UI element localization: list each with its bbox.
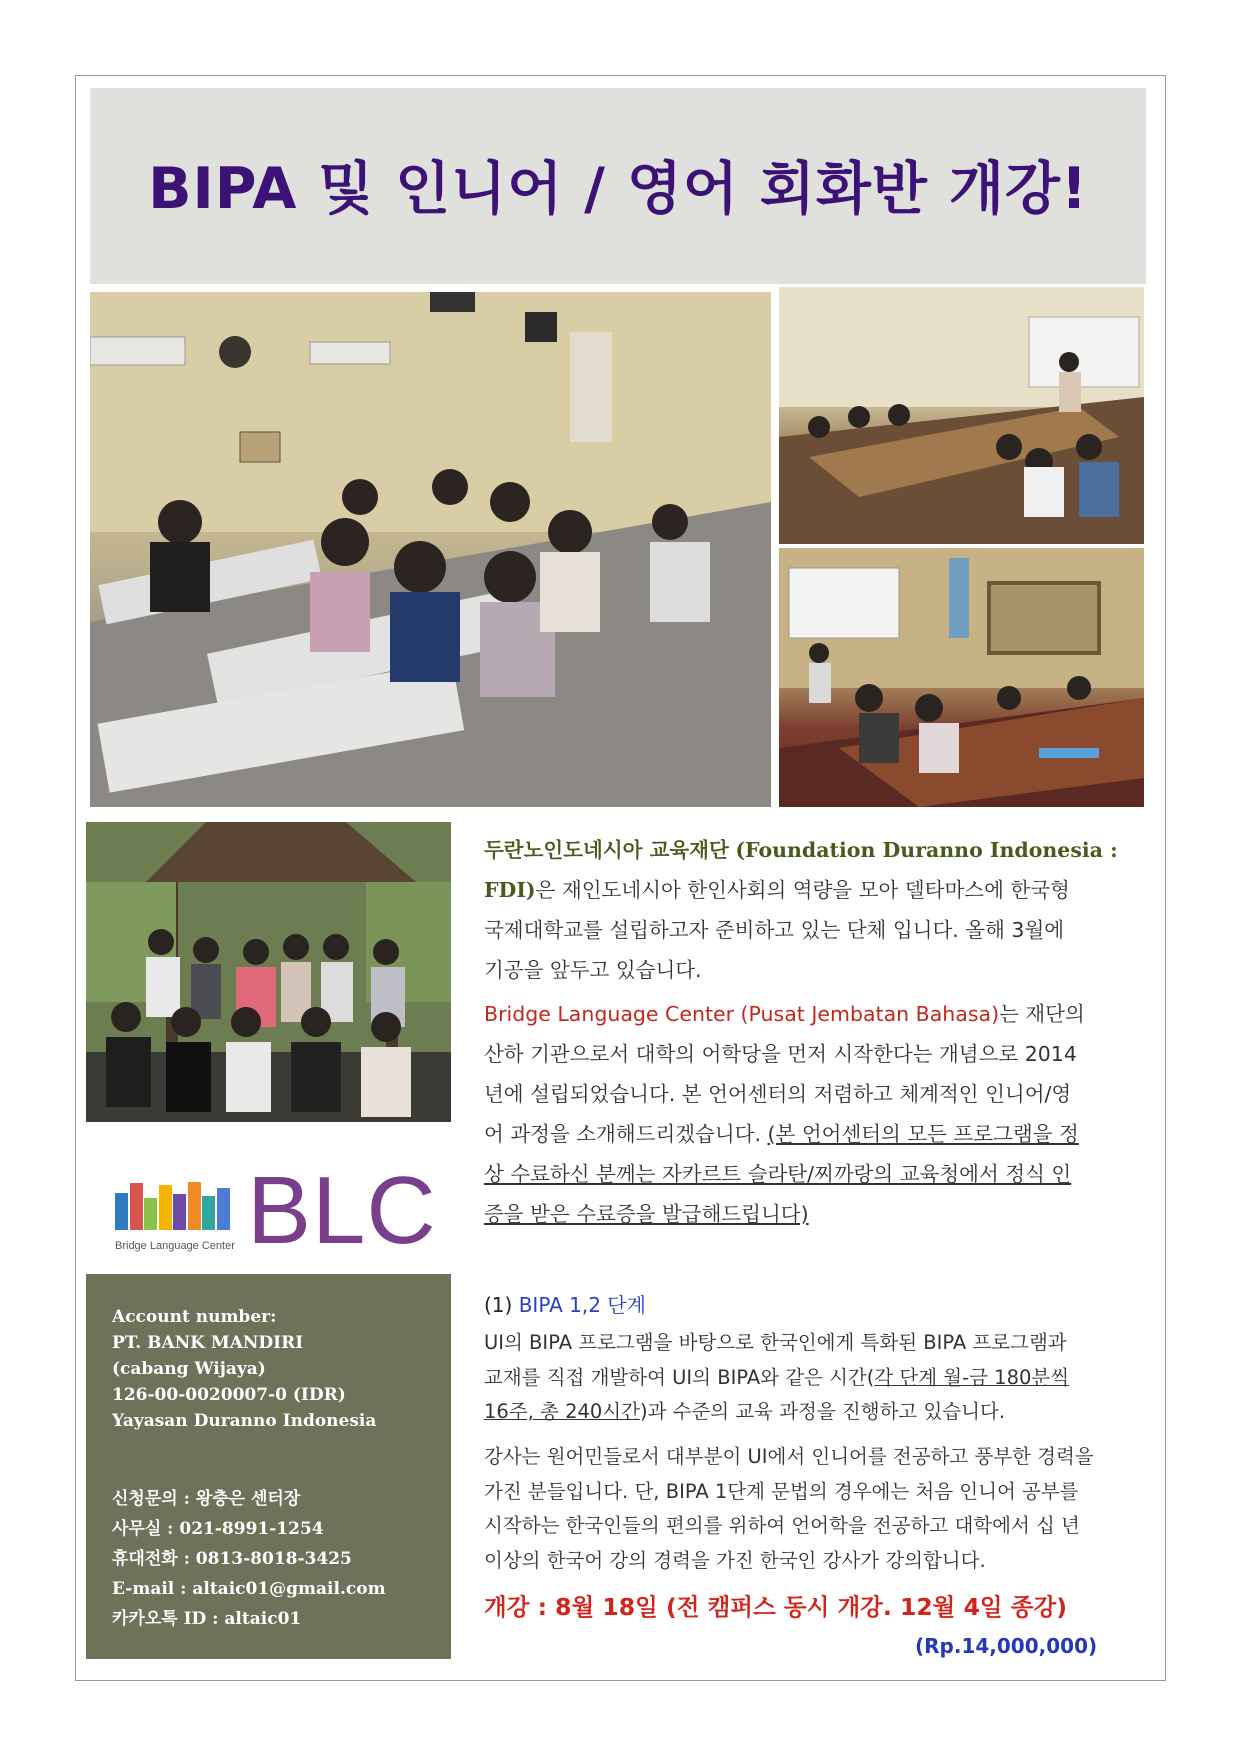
contact-mobile: 휴대전화 : 0813-8018-3425 xyxy=(112,1549,352,1569)
logo-bars xyxy=(115,1178,233,1230)
logo-text: BLC xyxy=(247,1157,437,1264)
intro-p2-line4-underlined: (본 언어센터의 모든 프로그램을 정 xyxy=(767,1122,1079,1146)
intro-p1-line2: 국제대학교를 설립하고자 준비하고 있는 단체 입니다. 올해 3월에 xyxy=(484,918,1065,942)
logo-bar xyxy=(115,1193,128,1230)
page-title: BIPA 및 인니어 / 영어 회화반 개강! xyxy=(148,156,1088,222)
intro-p2-line5: 상 수료하신 분께는 자카르트 슬라탄/찌까랑의 교육청에서 정식 인 xyxy=(484,1162,1072,1186)
foundation-abbr: FDI) xyxy=(484,878,536,902)
intro-p2-line2: 산하 기관으로서 대학의 어학당을 먼저 시작한다는 개념으로 2014 xyxy=(484,1042,1077,1066)
para2-line4: 이상의 한국어 강의 경력을 가진 한국인 강사가 강의합니다. xyxy=(484,1548,986,1572)
account-details xyxy=(112,1304,376,1434)
classroom-photo-bottom-right xyxy=(779,548,1144,807)
intro-p2-line1: 는 재단의 xyxy=(999,1002,1085,1026)
opening-date: 개강 : 8월 18일 (전 캠퍼스 동시 개강. 12월 4일 종강) xyxy=(484,1593,1067,1621)
section-number: (1) xyxy=(484,1293,513,1317)
group-photo-outdoor xyxy=(86,822,451,1122)
account-label: Account number: xyxy=(112,1307,277,1327)
intro-p2-line4: 어 과정을 소개해드리겠습니다. xyxy=(484,1122,768,1146)
logo-bar xyxy=(202,1196,215,1230)
contact-inquiry: 신청문의 : 왕충은 센터장 xyxy=(112,1489,301,1509)
logo-bar xyxy=(188,1182,201,1230)
account-number: 126-00-0020007-0 (IDR) xyxy=(112,1385,346,1405)
intro-p2-line6: 증을 받은 수료증을 발급해드립니다) xyxy=(484,1202,809,1226)
section-paragraph-1 xyxy=(484,1326,1149,1430)
bank-branch: (cabang Wijaya) xyxy=(112,1359,266,1379)
logo-bar xyxy=(173,1194,186,1230)
intro-paragraph-1 xyxy=(484,830,1149,990)
logo-bar xyxy=(144,1198,157,1230)
intro-paragraph-2 xyxy=(484,994,1149,1234)
intro-p1-line3: 기공을 앞두고 있습니다. xyxy=(484,958,702,982)
intro-text xyxy=(484,830,1149,1234)
section-heading xyxy=(484,1289,646,1318)
price: (Rp.14,000,000) xyxy=(915,1634,1098,1658)
contact-kakao: 카카오톡 ID : altaic01 xyxy=(112,1609,302,1629)
logo-bar xyxy=(130,1183,143,1230)
contact-details xyxy=(112,1484,386,1634)
para2-line3: 시작하는 한국인들의 편의를 위하여 언어학을 전공하고 대학에서 십 년 xyxy=(484,1514,1080,1537)
intro-p2-line3: 년에 설립되었습니다. 본 언어센터의 저렴하고 체계적인 인니어/영 xyxy=(484,1082,1072,1106)
title-banner xyxy=(90,88,1146,284)
para2-line2: 가진 분들입니다. 단, BIPA 1단계 문법의 경우에는 처음 인니어 공부를 xyxy=(484,1479,1079,1503)
blc-logo xyxy=(115,1157,437,1270)
account-holder: Yayasan Duranno Indonesia xyxy=(112,1411,377,1431)
logo-bar xyxy=(159,1185,172,1230)
bank-name: PT. BANK MANDIRI xyxy=(112,1333,304,1353)
section-paragraph-2 xyxy=(484,1440,1149,1578)
para1-line1: UI의 BIPA 프로그램을 바탕으로 한국인에게 특화된 BIPA 프로그램과 xyxy=(484,1331,1067,1354)
para1-line3-underlined: 16주, 총 240시간 xyxy=(484,1400,640,1423)
contact-office: 사무실 : 021-8991-1254 xyxy=(112,1519,324,1539)
logo-subtitle: Bridge Language Center xyxy=(115,1240,235,1252)
para1-line2-underlined: 각 단계 월-금 180분씩 xyxy=(874,1365,1070,1389)
classroom-photo-top-right xyxy=(779,287,1144,544)
blc-name: Bridge Language Center (Pusat Jembatan Bahasa) xyxy=(484,1002,1000,1026)
logo-bar xyxy=(217,1188,230,1230)
foundation-name-ko: 두란노인도네시아 교육재단 xyxy=(484,838,729,862)
classroom-photo-main xyxy=(90,292,771,807)
para2-line1: 강사는 원어민들로서 대부분이 UI에서 인니어를 전공하고 풍부한 경력을 xyxy=(484,1445,1094,1468)
para1-line2: 교재를 직접 개발하여 UI의 BIPA와 같은 시간( xyxy=(484,1365,875,1389)
contact-email: E-mail : altaic01@gmail.com xyxy=(112,1579,386,1599)
foundation-name-en: (Foundation Duranno Indonesia : xyxy=(735,838,1118,862)
section-title: BIPA 1,2 단계 xyxy=(518,1293,646,1317)
account-info-box xyxy=(86,1274,451,1659)
para1-line3: )과 수준의 교육 과정을 진행하고 있습니다. xyxy=(639,1400,1006,1423)
intro-p1-line1: 은 재인도네시아 한인사회의 역량을 모아 델타마스에 한국형 xyxy=(535,878,1070,902)
